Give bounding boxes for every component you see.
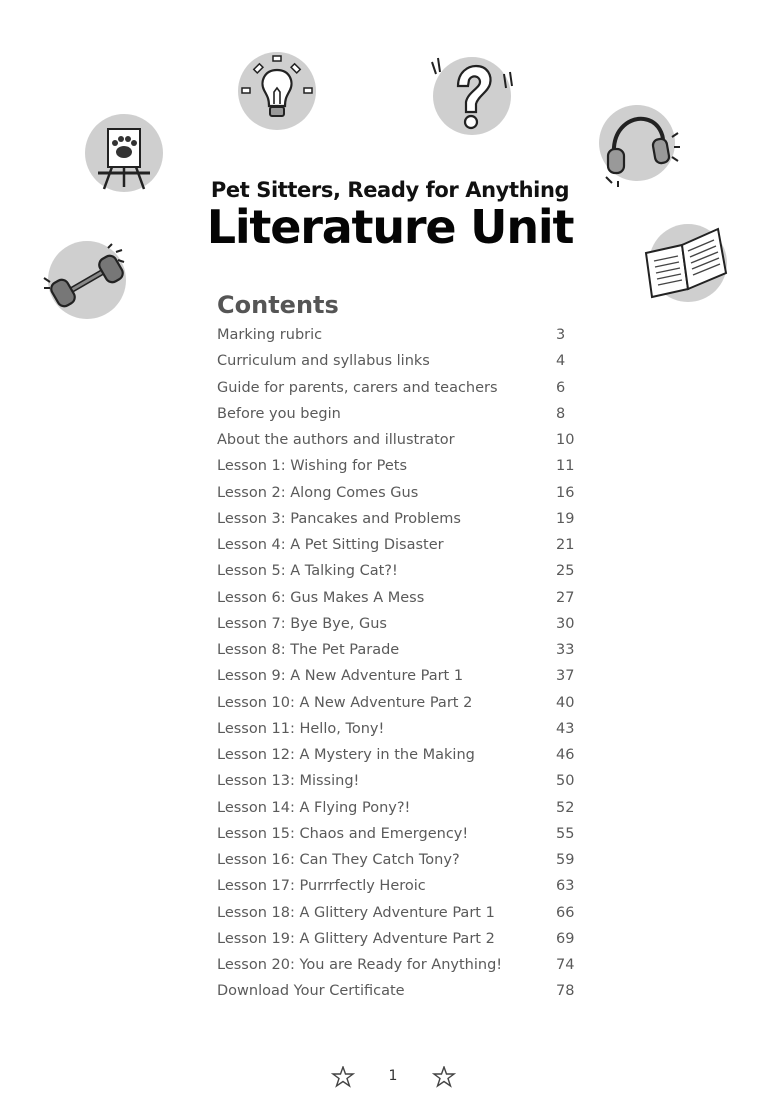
toc-entry-label: Lesson 15: Chaos and Emergency! bbox=[217, 825, 469, 842]
toc-entry-page: 27 bbox=[556, 589, 575, 606]
toc-entry bbox=[217, 768, 577, 794]
toc-entry bbox=[217, 742, 577, 768]
toc-entry-page: 30 bbox=[556, 615, 575, 632]
toc-entry-label: Lesson 2: Along Comes Gus bbox=[217, 484, 419, 501]
toc-entry-page: 4 bbox=[556, 353, 566, 370]
toc-entry-page: 19 bbox=[556, 510, 575, 527]
toc-entry-page: 6 bbox=[556, 379, 566, 396]
toc-entry-page: 8 bbox=[556, 405, 566, 422]
toc-entry-label: Lesson 1: Wishing for Pets bbox=[217, 458, 408, 475]
toc-entry bbox=[217, 926, 577, 952]
toc-entry-page: 25 bbox=[556, 563, 575, 580]
toc-entry-page: 59 bbox=[556, 852, 575, 868]
toc-entry-page: 74 bbox=[556, 957, 575, 973]
toc-entry-page: 52 bbox=[556, 799, 575, 816]
toc-entry-label: Lesson 9: A New Adventure Part 1 bbox=[217, 668, 464, 685]
toc-entry-label: Lesson 16: Can They Catch Tony? bbox=[217, 852, 460, 868]
toc-entry bbox=[217, 401, 577, 427]
book-subtitle: Pet Sitters, Ready for Anything bbox=[210, 178, 570, 202]
toc-entry-label: Lesson 20: You are Ready for Anything! bbox=[217, 957, 503, 973]
toc-entry-label: Curriculum and syllabus links bbox=[217, 353, 430, 370]
toc-entry bbox=[217, 322, 577, 348]
toc-entry-label: Lesson 18: A Glittery Adventure Part 1 bbox=[217, 904, 495, 921]
page-title: Literature Unit bbox=[206, 200, 574, 254]
toc-entry-label: Lesson 13: Missing! bbox=[217, 773, 360, 790]
toc-entry bbox=[217, 480, 577, 506]
toc-entry bbox=[217, 795, 577, 821]
toc-entry-label: Download Your Certificate bbox=[217, 983, 405, 1000]
toc-entry-page: 63 bbox=[556, 878, 575, 895]
toc-entry bbox=[217, 847, 577, 873]
toc-entry-label: Lesson 7: Bye Bye, Gus bbox=[217, 615, 387, 632]
toc-entry-label: Lesson 5: A Talking Cat?! bbox=[217, 563, 398, 580]
table-of-contents bbox=[217, 322, 577, 1005]
star-left-icon bbox=[331, 1066, 355, 1088]
toc-entry bbox=[217, 506, 577, 532]
toc-entry bbox=[217, 978, 577, 1004]
toc-entry bbox=[217, 585, 577, 611]
toc-entry bbox=[217, 900, 577, 926]
toc-entry bbox=[217, 375, 577, 401]
toc-entry bbox=[217, 427, 577, 453]
toc-entry-page: 10 bbox=[556, 432, 575, 448]
toc-entry bbox=[217, 532, 577, 558]
toc-entry-page: 43 bbox=[556, 720, 575, 737]
toc-entry-label: Before you begin bbox=[217, 405, 341, 422]
toc-entry bbox=[217, 873, 577, 899]
toc-entry-page: 37 bbox=[556, 668, 575, 685]
page-number: 1 bbox=[388, 1068, 398, 1084]
toc-entry-page: 78 bbox=[556, 983, 575, 1000]
toc-entry-label: Lesson 11: Hello, Tony! bbox=[217, 720, 385, 737]
toc-entry bbox=[217, 348, 577, 374]
toc-entry-label: Guide for parents, carers and teachers bbox=[217, 379, 498, 396]
toc-entry-label: Lesson 19: A Glittery Adventure Part 2 bbox=[217, 930, 495, 947]
toc-entry bbox=[217, 558, 577, 584]
toc-entry bbox=[217, 690, 577, 716]
toc-entry-label: Lesson 4: A Pet Sitting Disaster bbox=[217, 537, 444, 553]
toc-entry-page: 40 bbox=[556, 694, 575, 711]
toc-entry-label: Lesson 12: A Mystery in the Making bbox=[217, 747, 475, 763]
toc-entry-page: 21 bbox=[556, 537, 575, 553]
toc-entry-page: 11 bbox=[556, 458, 575, 475]
lightbulb-icon bbox=[236, 50, 320, 134]
toc-entry-page: 69 bbox=[556, 930, 575, 947]
headphones-icon bbox=[596, 103, 682, 189]
toc-entry-label: Lesson 17: Purrrfectly Heroic bbox=[217, 878, 426, 895]
toc-entry-page: 16 bbox=[556, 484, 575, 501]
contents-heading: Contents bbox=[217, 291, 339, 319]
toc-entry-page: 46 bbox=[556, 747, 575, 763]
star-right-icon bbox=[432, 1066, 456, 1088]
toc-entry-page: 33 bbox=[556, 642, 575, 658]
question-mark-icon bbox=[426, 52, 516, 138]
toc-entry-label: About the authors and illustrator bbox=[217, 432, 455, 448]
toc-entry-label: Lesson 10: A New Adventure Part 2 bbox=[217, 694, 473, 711]
toc-entry bbox=[217, 821, 577, 847]
toc-entry-label: Lesson 3: Pancakes and Problems bbox=[217, 510, 461, 527]
toc-entry-page: 66 bbox=[556, 904, 575, 921]
toc-entry bbox=[217, 453, 577, 479]
toc-entry bbox=[217, 716, 577, 742]
toc-entry bbox=[217, 952, 577, 978]
toc-entry-label: Lesson 8: The Pet Parade bbox=[217, 642, 400, 658]
toc-entry-page: 3 bbox=[556, 327, 566, 343]
toc-entry bbox=[217, 611, 577, 637]
toc-entry-label: Lesson 14: A Flying Pony?! bbox=[217, 799, 411, 816]
toc-entry bbox=[217, 663, 577, 689]
toc-entry-label: Marking rubric bbox=[217, 327, 323, 343]
toc-entry-page: 55 bbox=[556, 825, 575, 842]
toc-entry bbox=[217, 637, 577, 663]
toc-entry-label: Lesson 6: Gus Makes A Mess bbox=[217, 589, 425, 606]
toc-entry-page: 50 bbox=[556, 773, 575, 790]
